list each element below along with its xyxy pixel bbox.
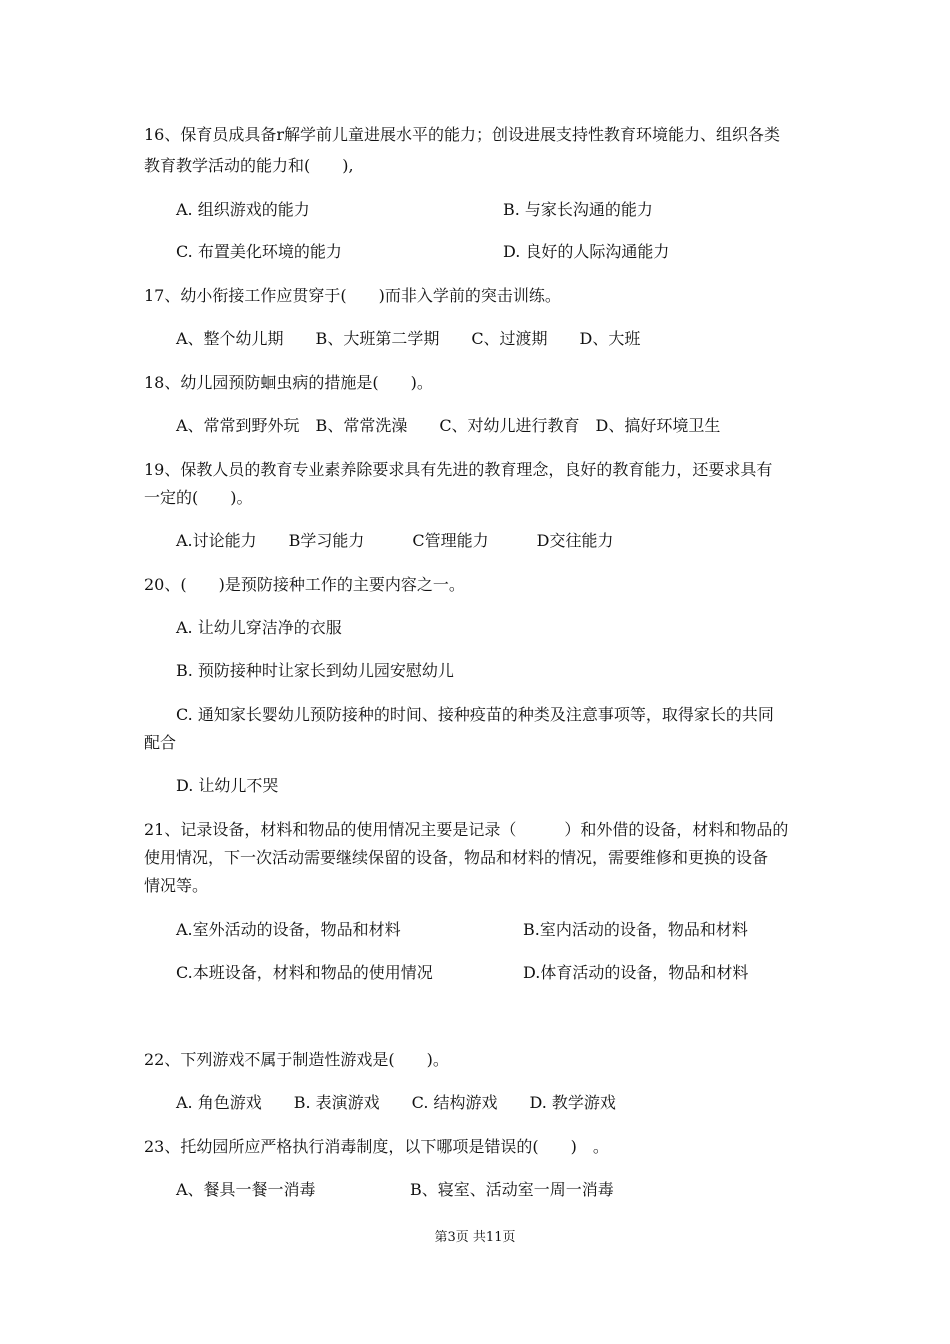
q17-text: 17、幼小衔接工作应贯穿于( )而非入学前的突击训练。 <box>144 286 561 305</box>
q19-text-line2: 一定的( )。 <box>144 488 253 507</box>
q16-option-a: A. 组织游戏的能力 <box>176 200 310 219</box>
q20-option-b: B. 预防接种时让家长到幼儿园安慰幼儿 <box>176 661 454 680</box>
q20-option-c-line2: 配合 <box>144 733 177 752</box>
q21-text-line2: 使用情况，下一次活动需要继续保留的设备，物品和材料的情况，需要维修和更换的设备 <box>144 848 769 867</box>
q21-text-line3: 情况等。 <box>144 876 209 895</box>
q21-option-c: C.本班设备，材料和物品的使用情况 <box>176 963 433 982</box>
q23-option-b: B、寝室、活动室一周一消毒 <box>410 1180 614 1199</box>
q20-text: 20、( )是预防接种工作的主要内容之一。 <box>144 575 465 594</box>
q23-option-a: A、餐具一餐一消毒 <box>176 1180 316 1199</box>
q21-option-a: A.室外活动的设备，物品和材料 <box>176 920 401 939</box>
q20-option-c-line1: C. 通知家长婴幼儿预防接种的时间、接种疫苗的种类及注意事项等，取得家长的共同 <box>176 705 774 724</box>
q19-text-line1: 19、保教人员的教育专业素养除要求具有先进的教育理念，良好的教育能力，还要求具有 <box>144 460 773 479</box>
q16-option-b: B. 与家长沟通的能力 <box>503 200 653 219</box>
q17-options: A、整个幼儿期 B、大班第二学期 C、过渡期 D、大班 <box>176 329 641 348</box>
q16-option-d: D. 良好的人际沟通能力 <box>503 242 670 261</box>
page-number-footer: 第3页 共11页 <box>434 1230 516 1245</box>
q16-text-line2: 教育教学活动的能力和( ), <box>144 156 354 175</box>
q20-option-a: A. 让幼儿穿洁净的衣服 <box>176 618 342 637</box>
q16-text-line1: 16、保育员成具备r解学前儿童进展水平的能力；创设进展支持性教育环境能力、组织各类 <box>144 125 781 144</box>
q23-text: 23、托幼园所应严格执行消毒制度，以下哪项是错误的( ) 。 <box>144 1137 609 1156</box>
q16-option-c: C. 布置美化环境的能力 <box>176 242 342 261</box>
q22-options: A. 角色游戏 B. 表演游戏 C. 结构游戏 D. 教学游戏 <box>176 1093 616 1112</box>
q18-options: A、常常到野外玩 B、常常洗澡 C、对幼儿进行教育 D、搞好环境卫生 <box>176 416 721 435</box>
q20-option-d: D. 让幼儿不哭 <box>176 776 279 795</box>
q22-text: 22、下列游戏不属于制造性游戏是( )。 <box>144 1050 449 1069</box>
q21-option-b: B.室内活动的设备，物品和材料 <box>523 920 748 939</box>
q21-option-d: D.体育活动的设备，物品和材料 <box>523 963 749 982</box>
q18-text: 18、幼儿园预防蛔虫病的措施是( )。 <box>144 373 433 392</box>
q19-options: A.讨论能力 B学习能力 C管理能力 D交往能力 <box>176 531 614 550</box>
q21-text-line1: 21、记录设备，材料和物品的使用情况主要是记录（ ）和外借的设备，材料和物品的 <box>144 820 789 839</box>
